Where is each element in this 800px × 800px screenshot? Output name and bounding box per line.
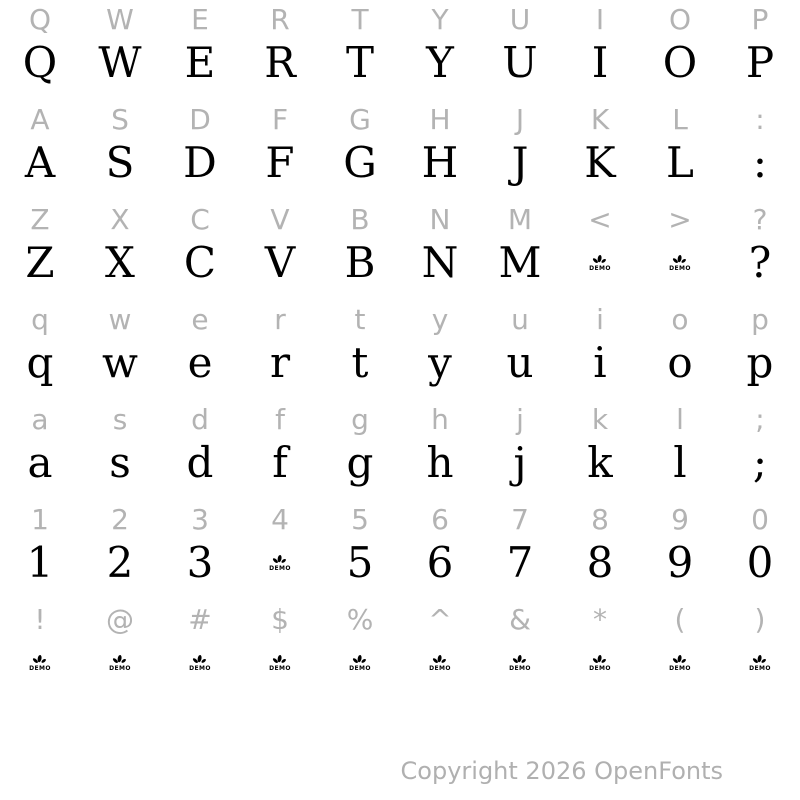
- key-glyph: j: [513, 438, 527, 487]
- key-glyph: t: [351, 338, 369, 387]
- demo-ornament-icon: [112, 654, 127, 665]
- key-cell: [320, 500, 400, 600]
- key-cell: [560, 500, 640, 600]
- demo-ornament-icon: [32, 654, 47, 665]
- key-cell: [160, 600, 240, 700]
- demo-label: DEMO: [109, 665, 131, 672]
- key-label: N: [429, 203, 451, 236]
- key-glyph: G: [343, 138, 377, 187]
- key-glyph: 8: [586, 538, 614, 587]
- key-glyph: l: [673, 438, 687, 487]
- key-label: (: [674, 603, 686, 636]
- key-cell: [240, 300, 320, 400]
- key-label: 8: [591, 503, 609, 536]
- key-cell: [480, 300, 560, 400]
- key-cell: [80, 300, 160, 400]
- key-label: d: [191, 403, 209, 436]
- key-cell: [720, 400, 800, 500]
- key-cell: [560, 100, 640, 200]
- key-glyph: U: [502, 38, 538, 87]
- key-label: a: [31, 403, 49, 436]
- key-label: p: [751, 303, 769, 336]
- key-glyph: V: [264, 238, 296, 287]
- key-label: 2: [111, 503, 129, 536]
- key-label: >: [668, 203, 692, 236]
- key-label: Q: [28, 3, 52, 36]
- key-label: k: [591, 403, 609, 436]
- key-label: B: [350, 203, 370, 236]
- key-cell: [80, 400, 160, 500]
- demo-ornament-icon: [592, 654, 607, 665]
- key-glyph: H: [421, 138, 459, 187]
- key-glyph: ;: [752, 438, 768, 487]
- key-label: F: [271, 103, 289, 136]
- key-cell: [480, 200, 560, 300]
- key-label: t: [354, 303, 366, 336]
- key-label: A: [30, 103, 50, 136]
- key-glyph: 5: [346, 538, 374, 587]
- key-glyph: 3: [186, 538, 214, 587]
- key-cell: [480, 400, 560, 500]
- key-cell: [240, 400, 320, 500]
- keyboard-row: [0, 100, 800, 200]
- key-cell: [480, 100, 560, 200]
- key-glyph: :: [752, 138, 768, 187]
- key-label: D: [189, 103, 211, 136]
- key-cell: [160, 0, 240, 100]
- key-label: 3: [191, 503, 209, 536]
- demo-placeholder: [669, 640, 691, 688]
- key-label: V: [270, 203, 290, 236]
- key-label: f: [275, 403, 285, 436]
- demo-placeholder: [269, 640, 291, 688]
- key-glyph: T: [345, 38, 374, 87]
- key-label: S: [111, 103, 129, 136]
- key-cell: [320, 300, 400, 400]
- demo-ornament-icon: [672, 254, 687, 265]
- key-cell: [80, 100, 160, 200]
- key-glyph: 0: [746, 538, 774, 587]
- demo-label: DEMO: [269, 665, 291, 672]
- key-cell: [480, 600, 560, 700]
- key-glyph: P: [745, 38, 775, 87]
- key-label: H: [429, 103, 451, 136]
- key-label: l: [676, 403, 684, 436]
- key-glyph: O: [662, 38, 698, 87]
- key-cell: [560, 400, 640, 500]
- key-cell: [160, 100, 240, 200]
- keyboard-row: [0, 500, 800, 600]
- demo-ornament-icon: [272, 654, 287, 665]
- key-glyph: p: [746, 338, 774, 387]
- key-label: I: [595, 3, 605, 36]
- key-label: Z: [30, 203, 50, 236]
- demo-placeholder: [429, 640, 451, 688]
- demo-label: DEMO: [749, 665, 771, 672]
- key-label: h: [431, 403, 449, 436]
- key-cell: [640, 0, 720, 100]
- key-label: r: [274, 303, 286, 336]
- demo-ornament-icon: [512, 654, 527, 665]
- key-cell: [320, 200, 400, 300]
- key-cell: [80, 200, 160, 300]
- demo-placeholder: [669, 240, 691, 288]
- key-glyph: s: [109, 438, 131, 487]
- key-label: s: [112, 403, 128, 436]
- key-glyph: o: [667, 338, 693, 387]
- key-cell: [400, 400, 480, 500]
- key-label: 7: [511, 503, 529, 536]
- demo-ornament-icon: [192, 654, 207, 665]
- key-glyph: e: [187, 338, 213, 387]
- key-label: !: [34, 603, 46, 636]
- key-glyph: C: [183, 238, 217, 287]
- key-glyph: J: [511, 138, 529, 187]
- key-glyph: N: [421, 238, 459, 287]
- key-glyph: ?: [748, 238, 772, 287]
- key-cell: [0, 0, 80, 100]
- key-glyph: B: [344, 238, 376, 287]
- demo-label: DEMO: [509, 665, 531, 672]
- demo-placeholder: [189, 640, 211, 688]
- key-cell: [0, 300, 80, 400]
- demo-placeholder: [749, 640, 771, 688]
- key-label: K: [590, 103, 610, 136]
- key-label: J: [515, 103, 525, 136]
- key-cell: [80, 600, 160, 700]
- key-glyph: 2: [106, 538, 134, 587]
- key-cell: [720, 300, 800, 400]
- key-glyph: D: [183, 138, 217, 187]
- key-label: :: [755, 103, 765, 136]
- key-glyph: y: [428, 338, 452, 387]
- key-label: j: [516, 403, 524, 436]
- key-label: P: [751, 3, 769, 36]
- key-cell: [720, 0, 800, 100]
- key-label: $: [271, 603, 289, 636]
- key-cell: [640, 200, 720, 300]
- key-label: ;: [755, 403, 765, 436]
- demo-label: DEMO: [669, 665, 691, 672]
- key-label: M: [507, 203, 533, 236]
- key-label: y: [431, 303, 449, 336]
- key-cell: [720, 600, 800, 700]
- keyboard-row: [0, 300, 800, 400]
- key-cell: [240, 100, 320, 200]
- key-cell: [160, 300, 240, 400]
- key-label: @: [106, 603, 134, 636]
- key-cell: [720, 200, 800, 300]
- demo-placeholder: [269, 540, 291, 588]
- key-glyph: d: [186, 438, 214, 487]
- key-cell: [80, 0, 160, 100]
- key-glyph: u: [506, 338, 534, 387]
- key-glyph: q: [26, 338, 54, 387]
- key-cell: [0, 100, 80, 200]
- key-cell: [400, 0, 480, 100]
- key-cell: [160, 200, 240, 300]
- key-cell: [640, 600, 720, 700]
- demo-ornament-icon: [352, 654, 367, 665]
- key-label: L: [672, 103, 688, 136]
- key-label: E: [191, 3, 209, 36]
- key-label: #: [188, 603, 212, 636]
- key-cell: [560, 200, 640, 300]
- key-label: 4: [271, 503, 289, 536]
- key-glyph: 7: [506, 538, 534, 587]
- demo-label: DEMO: [589, 265, 611, 272]
- key-label: O: [668, 3, 692, 36]
- key-cell: [640, 400, 720, 500]
- key-label: U: [509, 3, 531, 36]
- key-glyph: W: [98, 38, 142, 87]
- demo-ornament-icon: [672, 654, 687, 665]
- demo-label: DEMO: [189, 665, 211, 672]
- key-cell: [0, 500, 80, 600]
- key-cell: [560, 300, 640, 400]
- key-label: q: [31, 303, 49, 336]
- key-cell: [160, 400, 240, 500]
- key-label: Y: [431, 3, 449, 36]
- key-glyph: I: [591, 38, 609, 87]
- key-cell: [720, 500, 800, 600]
- key-cell: [0, 600, 80, 700]
- key-label: <: [588, 203, 612, 236]
- key-glyph: a: [27, 438, 53, 487]
- key-label: &: [509, 603, 531, 636]
- key-cell: [480, 0, 560, 100]
- key-glyph: E: [184, 38, 216, 87]
- key-cell: [400, 100, 480, 200]
- key-label: 9: [671, 503, 689, 536]
- key-label: ?: [752, 203, 768, 236]
- key-label: W: [106, 3, 134, 36]
- key-glyph: R: [264, 38, 296, 87]
- key-cell: [720, 100, 800, 200]
- key-label: 5: [351, 503, 369, 536]
- key-glyph: A: [24, 138, 56, 187]
- key-cell: [320, 600, 400, 700]
- demo-ornament-icon: [432, 654, 447, 665]
- demo-label: DEMO: [669, 265, 691, 272]
- key-cell: [240, 200, 320, 300]
- key-label: o: [671, 303, 689, 336]
- key-cell: [560, 0, 640, 100]
- key-glyph: L: [666, 138, 694, 187]
- key-cell: [400, 300, 480, 400]
- key-cell: [240, 600, 320, 700]
- key-label: ): [754, 603, 766, 636]
- keyboard-row: [0, 0, 800, 100]
- demo-placeholder: [349, 640, 371, 688]
- key-glyph: M: [498, 238, 542, 287]
- key-cell: [560, 600, 640, 700]
- demo-ornament-icon: [752, 654, 767, 665]
- demo-placeholder: [29, 640, 51, 688]
- demo-label: DEMO: [589, 665, 611, 672]
- key-label: e: [191, 303, 209, 336]
- key-glyph: w: [102, 338, 138, 387]
- key-glyph: g: [346, 438, 374, 487]
- key-cell: [320, 0, 400, 100]
- key-glyph: Y: [426, 38, 454, 87]
- keyboard-row: [0, 200, 800, 300]
- demo-placeholder: [589, 640, 611, 688]
- key-cell: [240, 0, 320, 100]
- key-label: T: [351, 3, 369, 36]
- key-label: g: [351, 403, 369, 436]
- demo-ornament-icon: [592, 254, 607, 265]
- demo-label: DEMO: [29, 665, 51, 672]
- key-glyph: Q: [22, 38, 58, 87]
- key-label: i: [596, 303, 604, 336]
- demo-label: DEMO: [349, 665, 371, 672]
- key-label: w: [108, 303, 132, 336]
- keyboard-row: [0, 400, 800, 500]
- key-glyph: 9: [666, 538, 694, 587]
- key-glyph: F: [265, 138, 295, 187]
- key-glyph: r: [269, 338, 291, 387]
- key-cell: [640, 100, 720, 200]
- demo-label: DEMO: [429, 665, 451, 672]
- key-cell: [80, 500, 160, 600]
- demo-ornament-icon: [272, 554, 287, 565]
- demo-placeholder: [509, 640, 531, 688]
- key-label: u: [511, 303, 529, 336]
- key-cell: [480, 500, 560, 600]
- key-label: C: [190, 203, 210, 236]
- demo-label: DEMO: [269, 565, 291, 572]
- key-label: ^: [428, 603, 452, 636]
- key-label: 6: [431, 503, 449, 536]
- key-cell: [400, 200, 480, 300]
- key-cell: [0, 400, 80, 500]
- key-label: *: [593, 603, 607, 636]
- key-cell: [640, 500, 720, 600]
- key-cell: [320, 100, 400, 200]
- key-glyph: 6: [426, 538, 454, 587]
- key-glyph: K: [584, 138, 616, 187]
- key-cell: [160, 500, 240, 600]
- key-cell: [240, 500, 320, 600]
- key-cell: [320, 400, 400, 500]
- copyright-text: Copyright 2026 OpenFonts: [400, 757, 723, 785]
- key-glyph: h: [426, 438, 454, 487]
- demo-placeholder: [109, 640, 131, 688]
- key-label: %: [346, 603, 374, 636]
- key-label: G: [349, 103, 371, 136]
- key-glyph: 1: [26, 538, 54, 587]
- keyboard-row: [0, 600, 800, 700]
- key-glyph: X: [105, 238, 135, 287]
- key-glyph: i: [593, 338, 607, 387]
- key-cell: [0, 200, 80, 300]
- key-glyph: S: [105, 138, 135, 187]
- key-label: R: [270, 3, 290, 36]
- key-glyph: Z: [25, 238, 55, 287]
- key-cell: [400, 600, 480, 700]
- key-label: X: [110, 203, 130, 236]
- key-glyph: f: [272, 438, 288, 487]
- key-label: 1: [31, 503, 49, 536]
- key-cell: [400, 500, 480, 600]
- key-label: 0: [751, 503, 769, 536]
- key-cell: [640, 300, 720, 400]
- demo-placeholder: [589, 240, 611, 288]
- key-glyph: k: [587, 438, 613, 487]
